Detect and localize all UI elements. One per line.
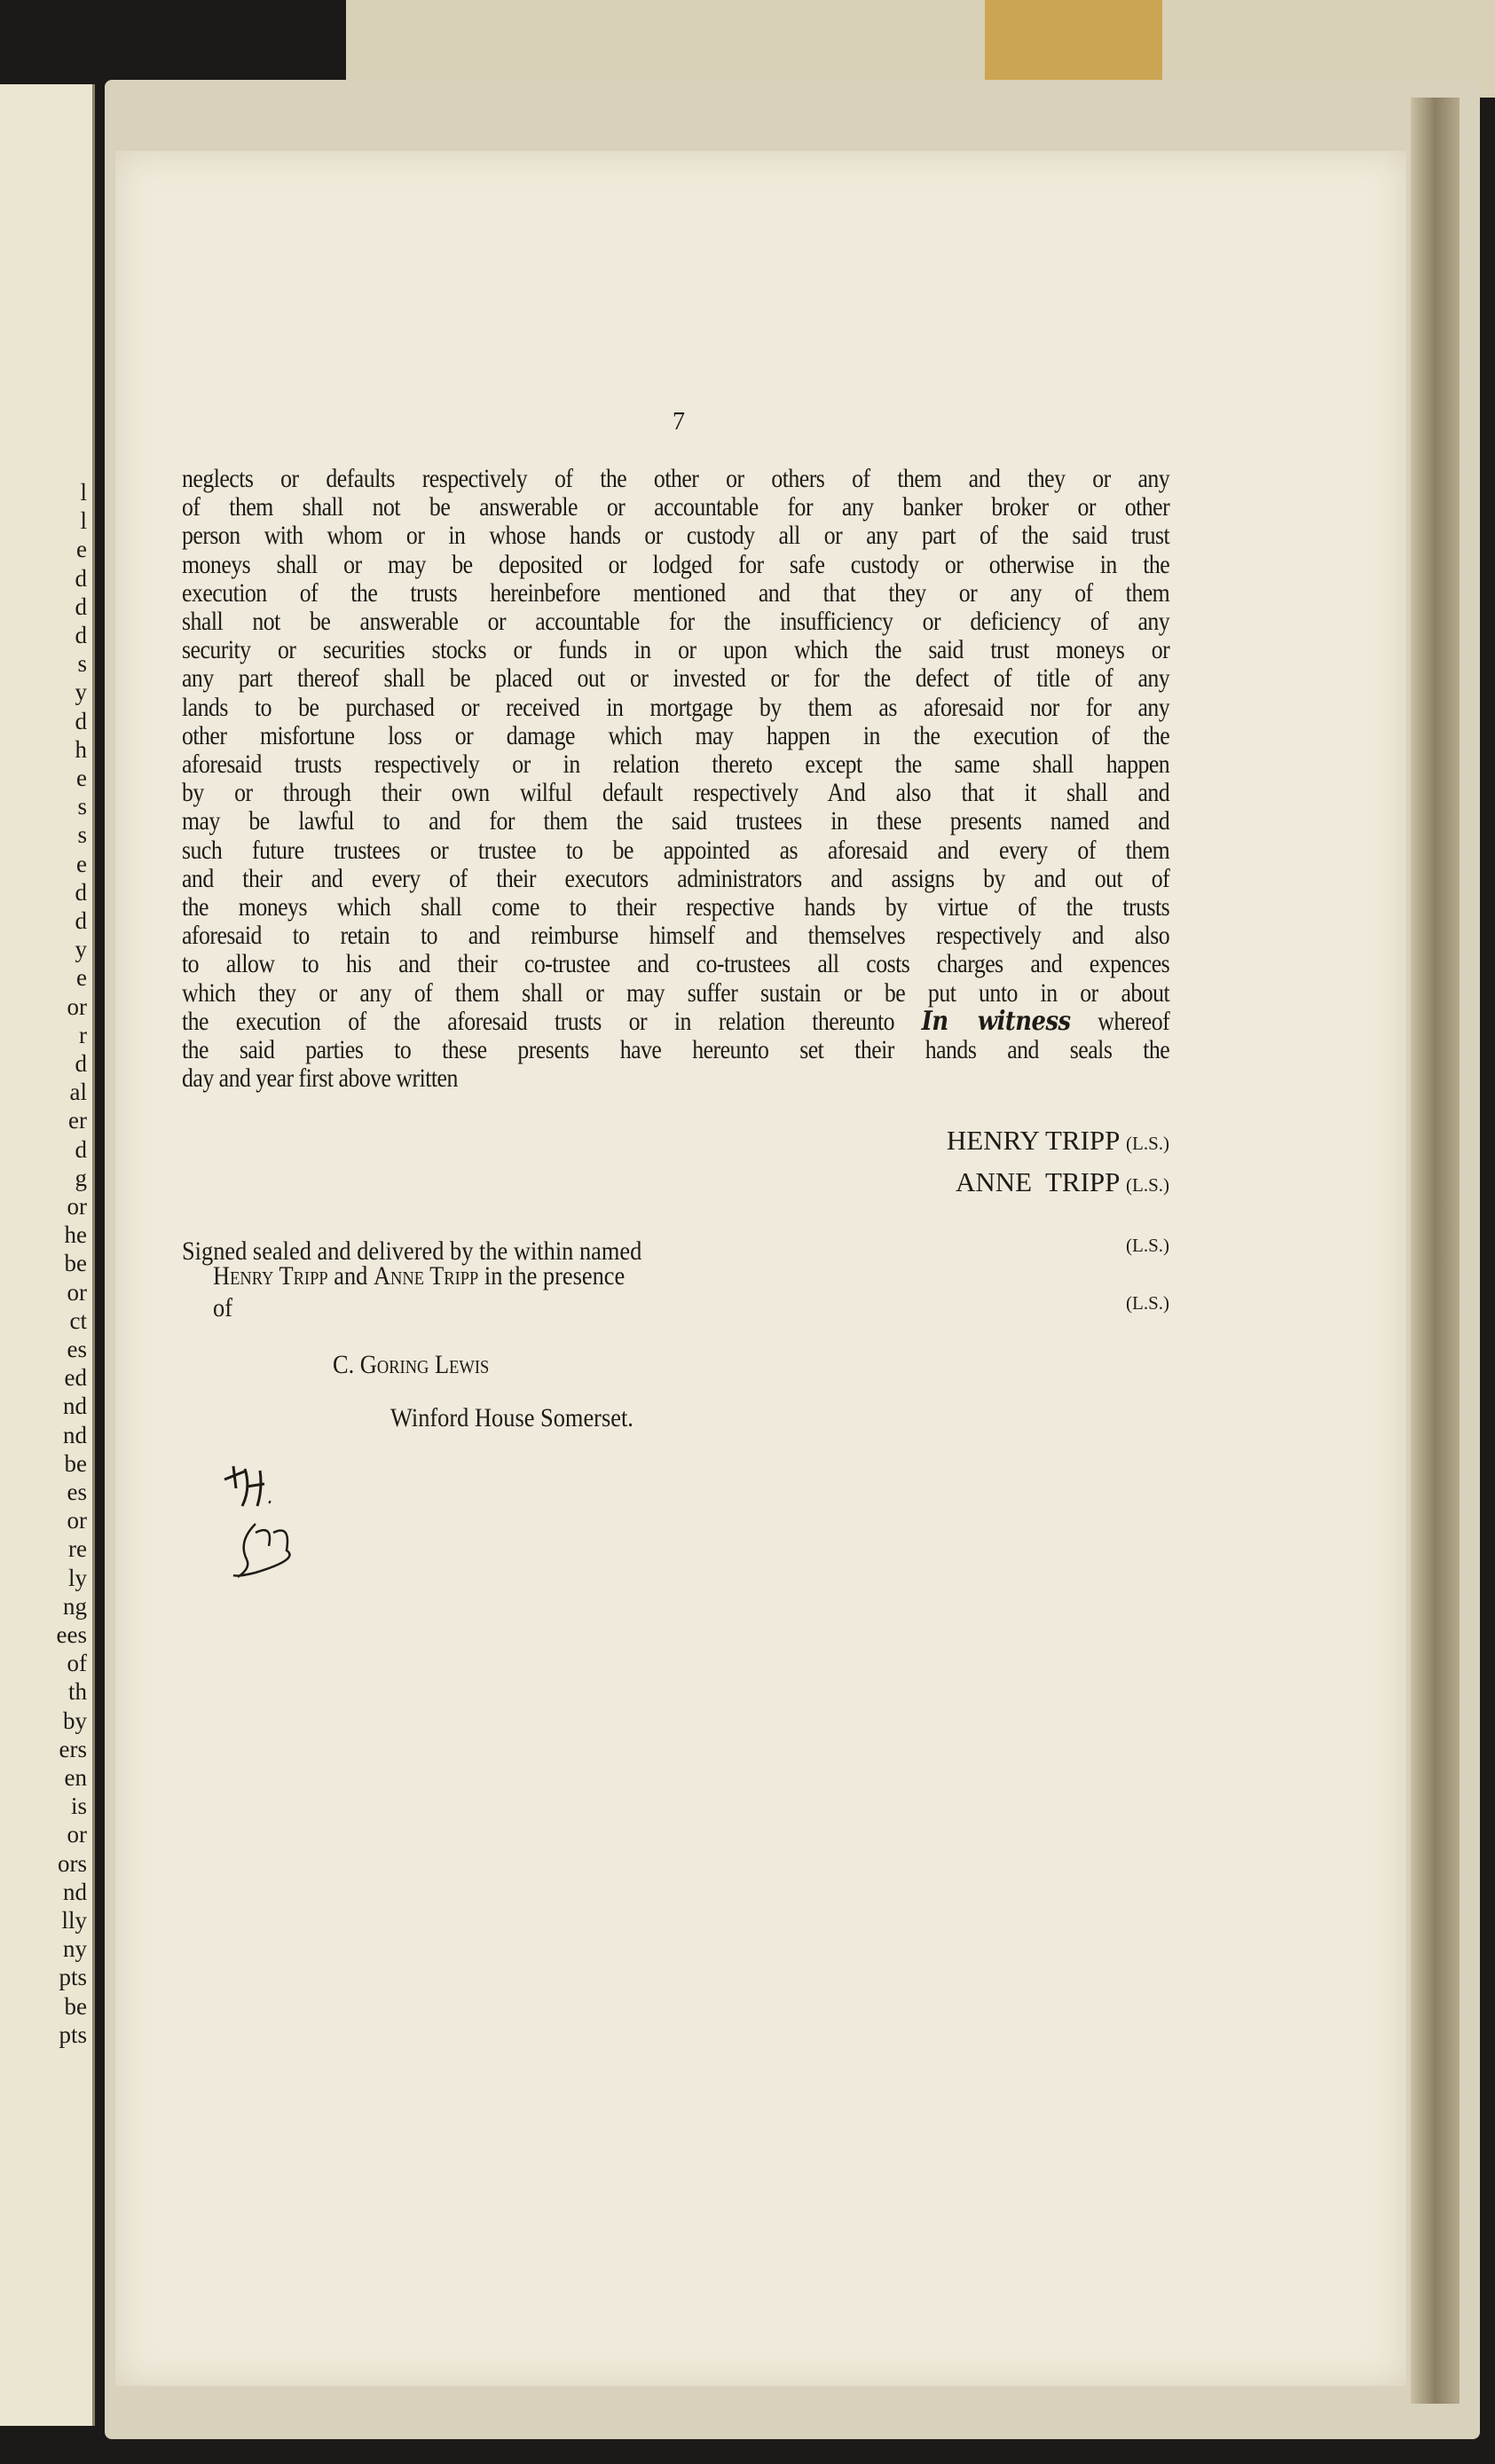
witness-address: Winford House Somerset. (390, 1403, 633, 1432)
left-page-fragment: h (75, 735, 87, 763)
seal-blank-2: (L.S.) (1126, 1292, 1169, 1314)
body-line: moneys shall or may be deposited or lodged for safe custody or otherwise in the (182, 549, 1170, 579)
left-page-fragment: e (76, 536, 87, 563)
left-page-fragment: or (67, 1821, 87, 1848)
adhesive-tape (985, 0, 1162, 89)
left-page-fragment: y (75, 679, 87, 706)
left-page-fragment: ors (58, 1849, 87, 1877)
body-line: lands to be purchased or received in mortgage by them as aforesaid nor for any (182, 692, 1170, 722)
handwritten-initials (220, 1462, 335, 1595)
body-line: and their and every of their executors administrators and assigns by and out of (182, 863, 1170, 893)
left-page-fragment: e (76, 765, 87, 791)
deed-body-text (182, 465, 1169, 1093)
left-page-fragment: s (77, 821, 87, 849)
signatory-henry-tripp: HENRY TRIPP (L.S.) (946, 1125, 1169, 1156)
body-line: aforesaid trusts respectively or in relation thereto except the same shall happen (182, 749, 1170, 780)
left-page-fragment: r (79, 1021, 87, 1048)
body-line: such future trustees or trustee to be appointed as aforesaid and every of them (182, 835, 1170, 865)
body-line: execution of the trusts hereinbefore mentioned and that they or any of them (182, 577, 1170, 608)
body-line: day and year first above written (182, 1063, 458, 1094)
seal-blank-1: (L.S.) (1126, 1235, 1169, 1256)
left-page-fragment: y (75, 936, 87, 963)
body-line: shall not be answerable or accountable for the insufficiency or deficiency of any (182, 607, 1170, 637)
body-line: of them shall not be answerable or accountable for any banker broker or other (182, 492, 1170, 522)
left-page-fragment: l (80, 479, 87, 506)
left-page-fragment: is (70, 1793, 87, 1820)
left-page-fragment: nd (63, 1878, 87, 1905)
left-page-fragment: d (75, 878, 87, 906)
body-text-span: the execution of the aforesaid trusts or in relation thereunto (182, 1006, 922, 1036)
left-page-fragment: be (64, 1449, 87, 1477)
body-line: to allow to his and their co-trustee and co-trustees all costs charges and expences (182, 949, 1170, 979)
left-page-fragment: d (75, 1135, 87, 1163)
body-text-span: whereof (1070, 1006, 1170, 1036)
body-line: may be lawful to and for them the said trustees in these presents named and (182, 806, 1170, 836)
left-page-fragment: nd (63, 1393, 87, 1420)
left-page-fragment: d (75, 592, 87, 620)
left-page-fragment: th (67, 1678, 87, 1706)
left-page-fragment: or (67, 1507, 87, 1534)
left-page-fragment: es (67, 1336, 87, 1362)
body-line: by or through their own wilful default respectively And also that it shall and (182, 778, 1170, 808)
attestation-line-3: of (213, 1293, 232, 1322)
body-line: the moneys which shall come to their respective hands by virtue of the trusts (182, 892, 1170, 922)
body-line: neglects or defaults respectively of the other or others of them and they or any (182, 464, 1170, 493)
left-page-fragment: ct (69, 1307, 87, 1334)
body-line: security or securities stocks or funds in or upon which the said trust moneys or (182, 635, 1170, 665)
left-page-fragment: d (75, 564, 87, 592)
left-page-fragment: pts (59, 1964, 87, 1991)
left-page-fragment: er (68, 1107, 87, 1134)
body-line: aforesaid to retain to and reimburse himself and themselves respectively and also (182, 921, 1170, 951)
left-page-fragment: ees (56, 1621, 87, 1648)
left-page-fragment: d (75, 1050, 87, 1077)
left-page-fragment: of (67, 1650, 87, 1677)
left-page-fragment: ng (63, 1592, 87, 1620)
attestation-line-1: Signed sealed and delivered by the within named (182, 1236, 642, 1266)
signatory-anne-tripp: ANNE TRIPP (L.S.) (955, 1166, 1169, 1197)
left-page-edge (0, 84, 95, 2426)
left-page-fragment: en (64, 1764, 87, 1791)
body-line: other misfortune loss or damage which may happen in the execution of the (182, 720, 1170, 750)
left-page-fragment: s (77, 650, 87, 678)
left-page-fragment: g (75, 1164, 87, 1191)
left-page-fragment: s (77, 793, 87, 820)
left-page-fragment: by (63, 1707, 87, 1734)
left-page-fragment: be (64, 1250, 87, 1277)
attestation-line-2: Henry Tripp and Anne Tripp in the presence (213, 1261, 626, 1291)
left-page-fragment: he (64, 1221, 87, 1249)
left-page-fragment: or (67, 1278, 87, 1306)
left-page-fragment: l (80, 507, 87, 535)
left-page-fragment: nd (63, 1421, 87, 1448)
left-page-fragment: lly (61, 1907, 87, 1934)
left-page-fragment: es (67, 1479, 87, 1505)
left-page-fragment: d (75, 707, 87, 734)
body-line: any part thereof shall be placed out or invested or for the defect of title of any (182, 663, 1170, 694)
body-line: which they or any of them shall or may suffer sustain or be put unto in or about (182, 977, 1170, 1008)
left-page-fragment: d (75, 907, 87, 934)
left-page-fragment: or (67, 993, 87, 1020)
left-page-fragment: al (69, 1079, 87, 1106)
page-stack-edge (1411, 98, 1460, 2404)
left-page-fragment: re (68, 1535, 87, 1563)
left-page-fragment: ny (63, 1935, 87, 1963)
left-page-fragment: ed (64, 1364, 87, 1392)
left-page-fragment: ly (67, 1564, 87, 1591)
left-page-fragment: e (76, 850, 87, 877)
page-number: 7 (673, 408, 685, 436)
left-page-fragment: ers (59, 1735, 87, 1762)
left-page-fragment: e (76, 964, 87, 992)
witness-name: C. Goring Lewis (333, 1350, 490, 1379)
left-page-fragment: be (64, 1992, 87, 2020)
body-line: the said parties to these presents have hereunto set their hands and seals the (182, 1035, 1170, 1065)
left-page-fragment: d (75, 622, 87, 648)
body-line-in-witness (182, 1005, 1170, 1037)
body-line: person with whom or in whose hands or custody all or any part of the said trust (182, 521, 1170, 551)
left-page-fragment: pts (59, 2021, 87, 2048)
in-witness-blackletter: In witness (921, 1005, 1071, 1037)
left-page-fragment: or (67, 1193, 87, 1220)
